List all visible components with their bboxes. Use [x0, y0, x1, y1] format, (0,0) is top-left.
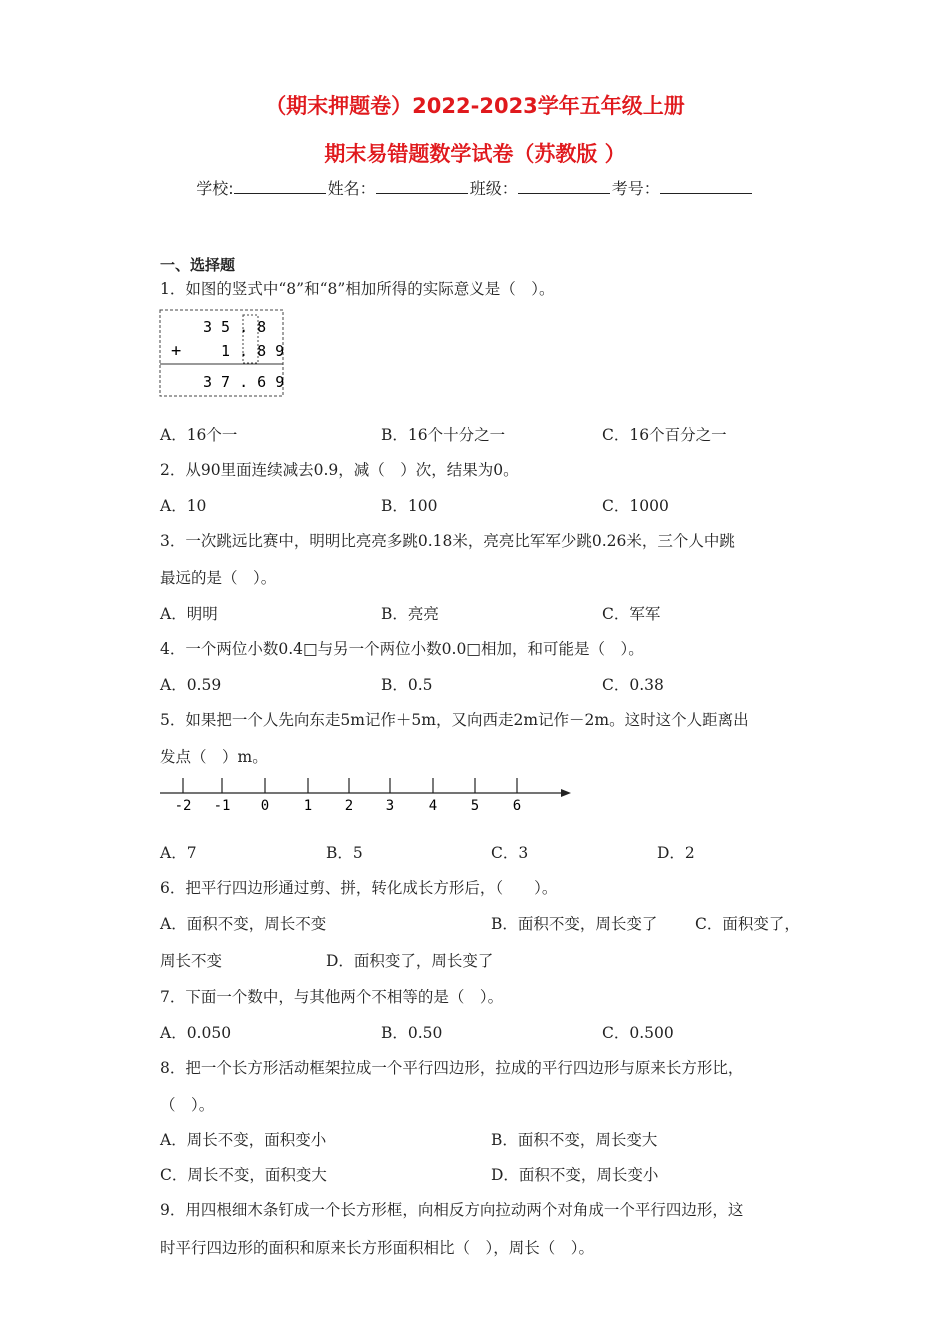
school-blank — [234, 178, 326, 194]
q2-option-a[interactable]: A．10 — [160, 497, 207, 515]
q6-option-c[interactable]: C．面积变了， — [695, 915, 800, 933]
q8-option-d[interactable]: D．面积不变，周长变小 — [491, 1166, 659, 1184]
section-title: 一、选择题 — [160, 256, 236, 274]
q5-option-b[interactable]: B．5 — [326, 844, 363, 862]
q3-option-b[interactable]: B．亮亮 — [381, 605, 439, 623]
q8-option-b[interactable]: B．面积不变，周长变大 — [491, 1131, 658, 1149]
question-1-stem: 1．如图的竖式中“8”和“8”相加所得的实际意义是（ ）。 — [160, 280, 555, 298]
q7-option-c[interactable]: C．0.500 — [602, 1024, 674, 1042]
tick-label: -1 — [213, 798, 231, 814]
question-4-stem: 4．一个两位小数0.4□与另一个两位小数0.0□相加，和可能是（ ）。 — [160, 640, 644, 658]
tick-label: 1 — [303, 798, 313, 814]
exam-title-line1: （期末押题卷）2022-2023学年五年级上册 — [265, 94, 685, 118]
question-5-stem-line2: 发点（ ）m。 — [160, 748, 268, 766]
question-3-stem-line1: 3．一次跳远比赛中，明明比亮亮多跳0.18米，亮亮比军军少跳0.26米，三个人中跳 — [160, 532, 735, 550]
tick-label: 5 — [470, 798, 480, 814]
q3-option-c[interactable]: C．军军 — [602, 605, 661, 623]
class-label: 班级： — [469, 179, 518, 198]
q5-option-a[interactable]: A．7 — [160, 844, 197, 862]
q1-option-c[interactable]: C．16个百分之一 — [602, 426, 727, 444]
question-6-stem: 6．把平行四边形通过剪、拼，转化成长方形后，（ ）。 — [160, 879, 558, 897]
name-label: 姓名： — [327, 179, 376, 198]
q8-option-a[interactable]: A．周长不变，面积变小 — [160, 1131, 327, 1149]
q5-option-d[interactable]: D．2 — [657, 844, 695, 862]
plus-sign: + — [171, 341, 182, 361]
class-blank — [518, 178, 610, 194]
number-line-arrow — [561, 789, 571, 797]
q4-option-c[interactable]: C．0.38 — [602, 676, 664, 694]
tick-label: 6 — [512, 798, 522, 814]
q6-option-d[interactable]: D．面积变了，周长变了 — [326, 952, 494, 970]
name-blank — [376, 178, 468, 194]
q3-option-a[interactable]: A．明明 — [160, 605, 218, 623]
q2-option-c[interactable]: C．1000 — [602, 497, 669, 515]
q7-option-b[interactable]: B．0.50 — [381, 1024, 443, 1042]
tick-label: 4 — [428, 798, 438, 814]
school-label: 学校: — [196, 179, 234, 198]
question-2-stem: 2．从90里面连续减去0.9，减（ ）次，结果为0。 — [160, 461, 519, 479]
question-5-stem-line1: 5．如果把一个人先向东走5m记作＋5m，又向西走2m记作－2m。这时这个人距离出 — [160, 711, 749, 729]
q1-option-b[interactable]: B．16个十分之一 — [381, 426, 506, 444]
tick-label: -2 — [174, 798, 192, 814]
question-8-stem-line1: 8．把一个长方形活动框架拉成一个平行四边形，拉成的平行四边形与原来长方形比， — [160, 1059, 744, 1077]
question-7-stem: 7．下面一个数中，与其他两个不相等的是（ ）。 — [160, 988, 504, 1006]
number-line-figure — [158, 772, 578, 816]
q1-option-a[interactable]: A．16个一 — [160, 426, 238, 444]
question-9-stem-line1: 9．用四根细木条钉成一个长方形框，向相反方向拉动两个对角成一个平行四边形，这 — [160, 1201, 744, 1219]
question-9-stem-line2: 时平行四边形的面积和原来长方形面积相比（ ），周长（ ）。 — [160, 1239, 595, 1257]
q7-option-a[interactable]: A．0.050 — [160, 1024, 232, 1042]
exam-no-blank — [660, 178, 752, 194]
q2-option-b[interactable]: B．100 — [381, 497, 438, 515]
q6-option-b[interactable]: B．面积不变，周长变了 — [491, 915, 658, 933]
exam-no-label: 考号： — [611, 179, 660, 198]
question-8-stem-line2: （ ）。 — [160, 1096, 215, 1114]
q4-option-a[interactable]: A．0.59 — [160, 676, 222, 694]
vertical-addition-figure — [159, 309, 287, 399]
q6-option-a[interactable]: A．面积不变，周长不变 — [160, 915, 327, 933]
q4-option-b[interactable]: B．0.5 — [381, 676, 433, 694]
q5-option-c[interactable]: C．3 — [491, 844, 529, 862]
exam-title-line2: 期末易错题数学试卷（苏教版 ） — [324, 142, 626, 166]
q6-option-c-continued[interactable]: 周长不变 — [160, 952, 223, 970]
question-3-stem-line2: 最远的是（ ）。 — [160, 569, 277, 587]
tick-label: 2 — [344, 798, 354, 814]
addend-2: 1 . 8 9 — [221, 342, 285, 360]
sum-result: 3 7 . 6 9 — [203, 373, 285, 391]
number-line-ticks — [175, 778, 522, 814]
tick-label: 0 — [260, 798, 270, 814]
student-info-line — [0, 176, 950, 199]
addend-1: 3 5 . 8 — [203, 318, 267, 336]
q8-option-c[interactable]: C．周长不变，面积变大 — [160, 1166, 327, 1184]
tick-label: 3 — [385, 798, 395, 814]
